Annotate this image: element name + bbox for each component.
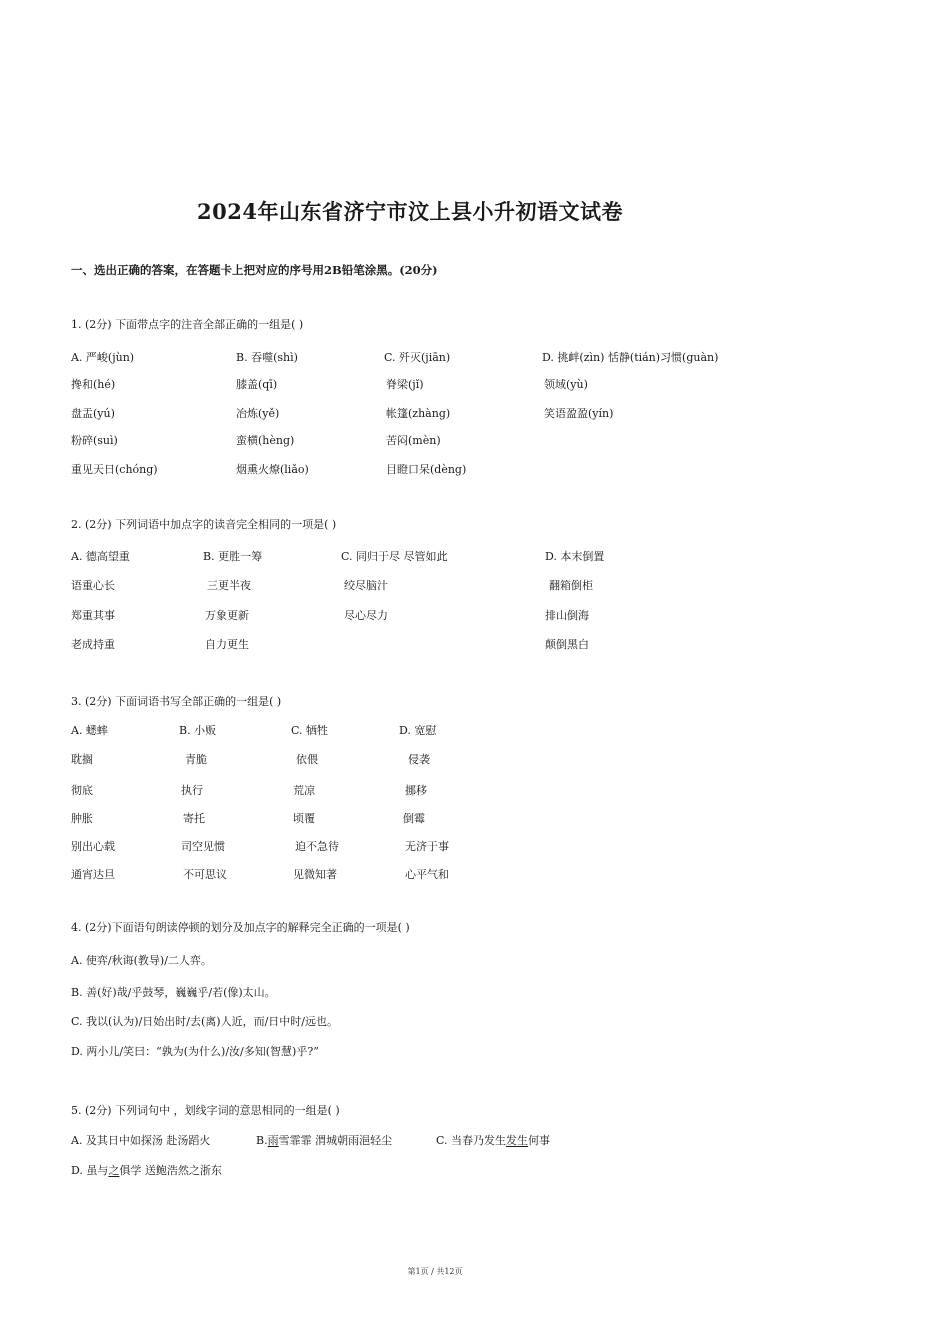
q3-cell: D. 宽慰 (399, 724, 437, 737)
q3-cell: 司空见惯 (181, 840, 225, 853)
q2-cell: C. 同归于尽 尽管如此 (341, 550, 448, 563)
q5-option-c-prefix: C. 当春乃 (436, 1134, 485, 1147)
q5-option-d-prefix: D. 虽与 (71, 1164, 109, 1177)
q3-cell: 青脆 (185, 753, 207, 766)
q2-cell: 老成持重 (71, 638, 115, 651)
page-footer: 第1页 / 共12页 (407, 1267, 463, 1276)
q2-cell: 郑重其事 (71, 609, 115, 622)
q3-cell: 不可思议 (183, 868, 227, 881)
q3-cell: A. 蟋蟀 (71, 724, 108, 737)
q5-option-d (71, 1162, 222, 1178)
q5-option-b-underlined: 雨 (267, 1134, 279, 1147)
q1-cell: D. 挑衅(zìn) 恬静(tián)习惯(guàn) (542, 351, 719, 364)
q3-cell: 别出心载 (71, 840, 115, 853)
q5-option-d-rest: 俱学 送鲍浩然之浙东 (119, 1164, 222, 1177)
q2-cell: 排山倒海 (545, 609, 589, 622)
q2-cell: D. 本末倒置 (545, 550, 605, 563)
q3-cell: 通宵达旦 (71, 868, 115, 881)
q1-cell: 重见天日(chóng) (71, 463, 158, 476)
q3-cell: 寄托 (183, 812, 205, 825)
q5-option-c (436, 1132, 550, 1148)
q4-option-c: C. 我以(认为)/日始出时/去(离)人近，而/日中时/远也。 (71, 1015, 339, 1028)
q2-cell: 翻箱倒柜 (549, 579, 593, 592)
q1-cell: 烟熏火燎(liǎo) (236, 463, 309, 476)
q1-cell: 苦闷(mèn) (386, 434, 441, 447)
q2-cell: 三更半夜 (207, 579, 251, 592)
q1-cell: 笑语盈盈(yín) (544, 407, 614, 420)
q3-cell: 挪移 (405, 784, 427, 797)
q2-cell: 语重心长 (71, 579, 115, 592)
q3-cell: 荒凉 (293, 784, 315, 797)
q2-cell: B. 更胜一筹 (203, 550, 263, 563)
q1-cell: 帐篷(zhàng) (386, 407, 451, 420)
q2-cell: A. 德高望重 (71, 550, 130, 563)
q4-option-b: B. 善(好)哉/乎鼓琴，巍巍乎/若(像)太山。 (71, 986, 276, 999)
q1-cell: A. 严峻(jùn) (71, 351, 135, 364)
q5-option-c-word1: 发生 (484, 1134, 507, 1147)
q3-cell: 心平气和 (405, 868, 449, 881)
q2-cell: 绞尽脑汁 (344, 579, 388, 592)
q3-cell: 执行 (181, 784, 203, 797)
q2-cell: 尽心尽力 (344, 609, 388, 622)
q3-cell: 耽搁 (71, 753, 93, 766)
q3-cell: B. 小贩 (179, 724, 217, 737)
q5-option-d-underlined: 之 (108, 1164, 120, 1177)
q2-cell: 自力更生 (205, 638, 249, 651)
question-5-stem: 5. (2分) 下列词句中 ，划线字词的意思相同的一组是( ) (71, 1104, 340, 1117)
q5-option-c-underlined: 发生 (506, 1134, 529, 1147)
question-2-stem: 2. (2分) 下列词语中加点字的读音完全相同的一项是( ) (71, 518, 337, 531)
q4-option-a: A. 使弈/秋诲(教导)/二人弈。 (71, 954, 212, 967)
q5-option-b-prefix: B. (256, 1134, 268, 1147)
q1-cell: 粉碎(suì) (71, 434, 118, 447)
q1-cell: 目瞪口呆(dèng) (386, 463, 467, 476)
q1-cell: 冶炼(yě) (236, 407, 280, 420)
q1-cell: C. 歼灭(jiān) (384, 351, 451, 364)
q1-cell: 领域(yù) (544, 378, 588, 391)
q2-cell: 颠倒黑白 (545, 638, 589, 651)
q1-cell: 膝盖(qī) (236, 378, 278, 391)
q1-cell: 搀和(hé) (71, 378, 116, 391)
q1-cell: B. 吞噬(shì) (236, 351, 298, 364)
question-3-stem: 3. (2分) 下面词语书写全部正确的一组是( ) (71, 695, 282, 708)
q3-cell: 依偎 (296, 753, 318, 766)
question-1-stem: 1. (2分) 下面带点字的注音全部正确的一组是( ) (71, 318, 304, 331)
q1-cell: 脊梁(jǐ) (386, 378, 424, 391)
q5-option-a: A. 及其日中如探汤 赴汤蹈火 (71, 1134, 211, 1147)
q3-cell: C. 牺牲 (291, 724, 329, 737)
q3-cell: 迫不急待 (295, 840, 339, 853)
q3-cell: 彻底 (71, 784, 93, 797)
q3-cell: 侵袭 (408, 753, 430, 766)
q2-cell: 万象更新 (205, 609, 249, 622)
q3-cell: 顷覆 (293, 812, 315, 825)
q5-option-b (256, 1132, 392, 1148)
q5-option-c-rest: 何事 (528, 1134, 551, 1147)
q3-cell: 肿胀 (71, 812, 93, 825)
q3-cell: 倒霉 (403, 812, 425, 825)
question-4-stem: 4. (2分)下面语句朗读停顿的划分及加点字的解释完全正确的一项是( ) (71, 921, 410, 934)
q1-cell: 盘盂(yú) (71, 407, 115, 420)
q3-cell: 无济于事 (405, 840, 449, 853)
q5-option-b-rest: 雪霏霏 渭城朝雨浥轻尘 (278, 1134, 393, 1147)
q4-option-d: D. 两小儿/笑曰：“孰为(为什么)/汝/多知(智慧)乎?” (71, 1045, 319, 1058)
q1-cell: 蛮横(hèng) (236, 434, 295, 447)
page-title: 2024年山东省济宁市汶上县小升初语文试卷 (197, 199, 623, 224)
q3-cell: 见微知著 (293, 868, 337, 881)
section-heading: 一、选出正确的答案，在答题卡上把对应的序号用2B铅笔涂黑。(20分) (71, 263, 438, 277)
